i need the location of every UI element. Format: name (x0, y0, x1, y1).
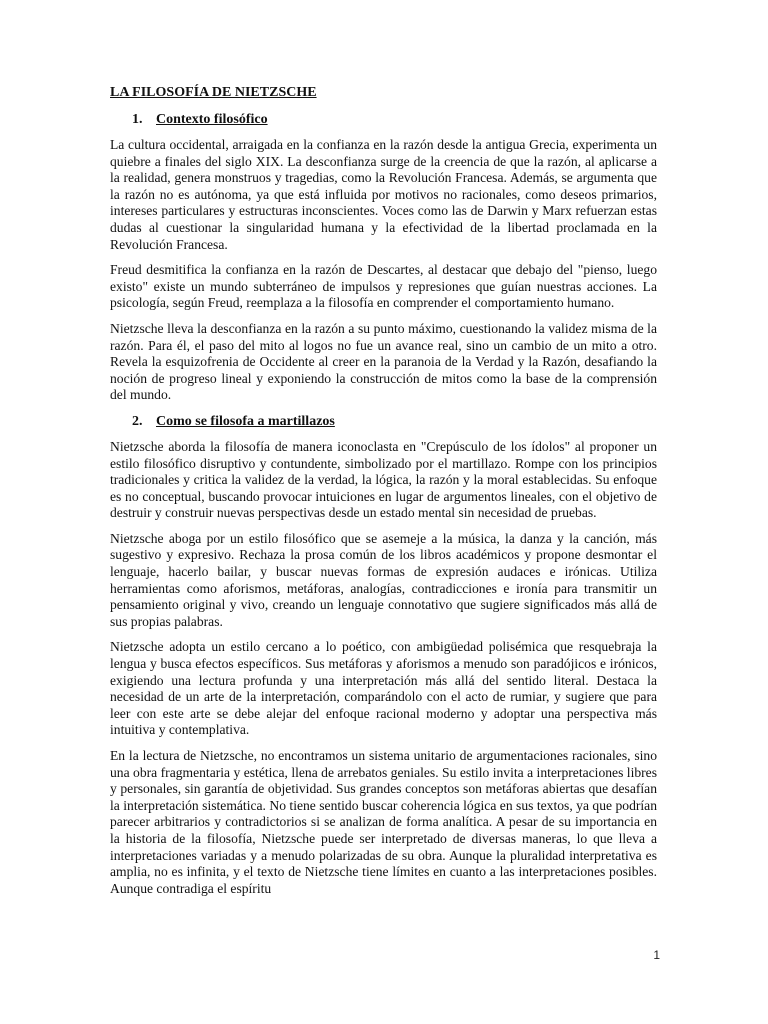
section-heading-2 (110, 413, 657, 431)
paragraph: Nietzsche adopta un estilo cercano a lo poético, con ambigüedad polisémica que resquebraja la lengua y busca efectos específicos. Sus metáforas y aforismos a menudo son paradójicos e irónicos, exigiendo una lectura profunda y una interpretación más allá del sentido literal. Destaca la necesidad de un arte de la interpretación, comparándolo con el acto de rumiar, y sugiere que para leer con este arte se debe alejar del enfoque racional moderno y adoptar una perspectiva más intuitiva y contemplativa. (110, 639, 657, 738)
paragraph: Nietzsche aborda la filosofía de manera iconoclasta en "Crepúsculo de los ídolos" al proponer un estilo filosófico disruptivo y contundente, simbolizado por el martillazo. Rompe con los principios tradicionales y critica la validez de la verdad, la lógica, la razón y la moral establecidas. Su enfoque es no conceptual, buscando provocar intuiciones en lugar de argumentos lineales, con el objetivo de destruir y construir nuevas perspectivas desde un estado mental sin necesidad de pruebas. (110, 438, 657, 521)
page-number: 1 (653, 948, 660, 962)
section-number: 2. (132, 413, 143, 429)
paragraph: Nietzsche lleva la desconfianza en la razón a su punto máximo, cuestionando la validez misma de la razón. Para él, el paso del mito al logos no fue un avance real, sino un cambio de un mito a otro. Revela la esquizofrenia de Occidente al creer en la paranoia de la Verdad y la Razón, desafiando la noción de progreso lineal y exponiendo la construcción de mitos como la base de la comprensión del mundo. (110, 320, 657, 403)
paragraph: En la lectura de Nietzsche, no encontramos un sistema unitario de argumentaciones racionales, sino una obra fragmentaria y estética, llena de arrebatos geniales. Su estilo invita a interpretaciones libres y personales, sin garantía de objetividad. Sus grandes conceptos son metáforas abiertas que desafían la interpretación sistemática. No tiene sentido buscar coherencia lógica en sus textos, ya que podrían parecer arbitrarios y contradictorios si se analizan de forma analítica. A pesar de su importancia en la historia de la filosofía, Nietzsche puede ser interpretado de diversas maneras, lo que lleva a interpretaciones variadas y a menudo polarizadas de su obra. Aunque la pluralidad interpretativa es amplia, no es infinita, y el texto de Nietzsche tiene límites en cuanto a las interpretaciones posibles. Aunque contradiga el espíritu (110, 748, 657, 896)
paragraph: Nietzsche aboga por un estilo filosófico que se asemeje a la música, la danza y la canción, más sugestivo y expresivo. Rechaza la prosa común de los libros académicos y propone desmontar el lenguaje, hacerlo bailar, y buscar nuevas formas de expresión audaces e irónicas. Utiliza herramientas como aforismos, metáforas, analogías, contradicciones e ironía para transmitir un pensamiento original y vivo, creando un lenguaje connotativo que sugiere significados más allá de sus propias palabras. (110, 530, 657, 629)
section-number: 1. (132, 112, 143, 127)
section-title: Contexto filosófico (156, 112, 268, 127)
paragraph: Freud desmitifica la confianza en la razón de Descartes, al destacar que debajo del "pienso, luego existo" existe un mundo subterráneo de impulsos y represiones que guían nuestras acciones. La psicología, según Freud, reemplaza a la filosofía en comprender el comportamiento humano. (110, 262, 657, 311)
section-heading-1 (110, 111, 657, 129)
section-title: Como se filosofa a martillazos (156, 413, 335, 429)
paragraph: La cultura occidental, arraigada en la confianza en la razón desde la antigua Grecia, experimenta un quiebre a finales del siglo XIX. La desconfianza surge de la creencia de que la razón, al aplicarse a la realidad, genera monstruos y tragedias, como la Revolución Francesa. Además, se argumenta que la razón no es autónoma, ya que está influida por motivos no racionales, como deseos primarios, intereses particulares y estructuras inconscientes. Voces como las de Darwin y Marx refuerzan estas dudas al cuestionar la singularidad humana y la efectividad de la libertad proclamada en la Revolución Francesa. (110, 137, 657, 252)
page-content (110, 84, 657, 906)
document-title: LA FILOSOFÍA DE NIETZSCHE (110, 85, 317, 100)
